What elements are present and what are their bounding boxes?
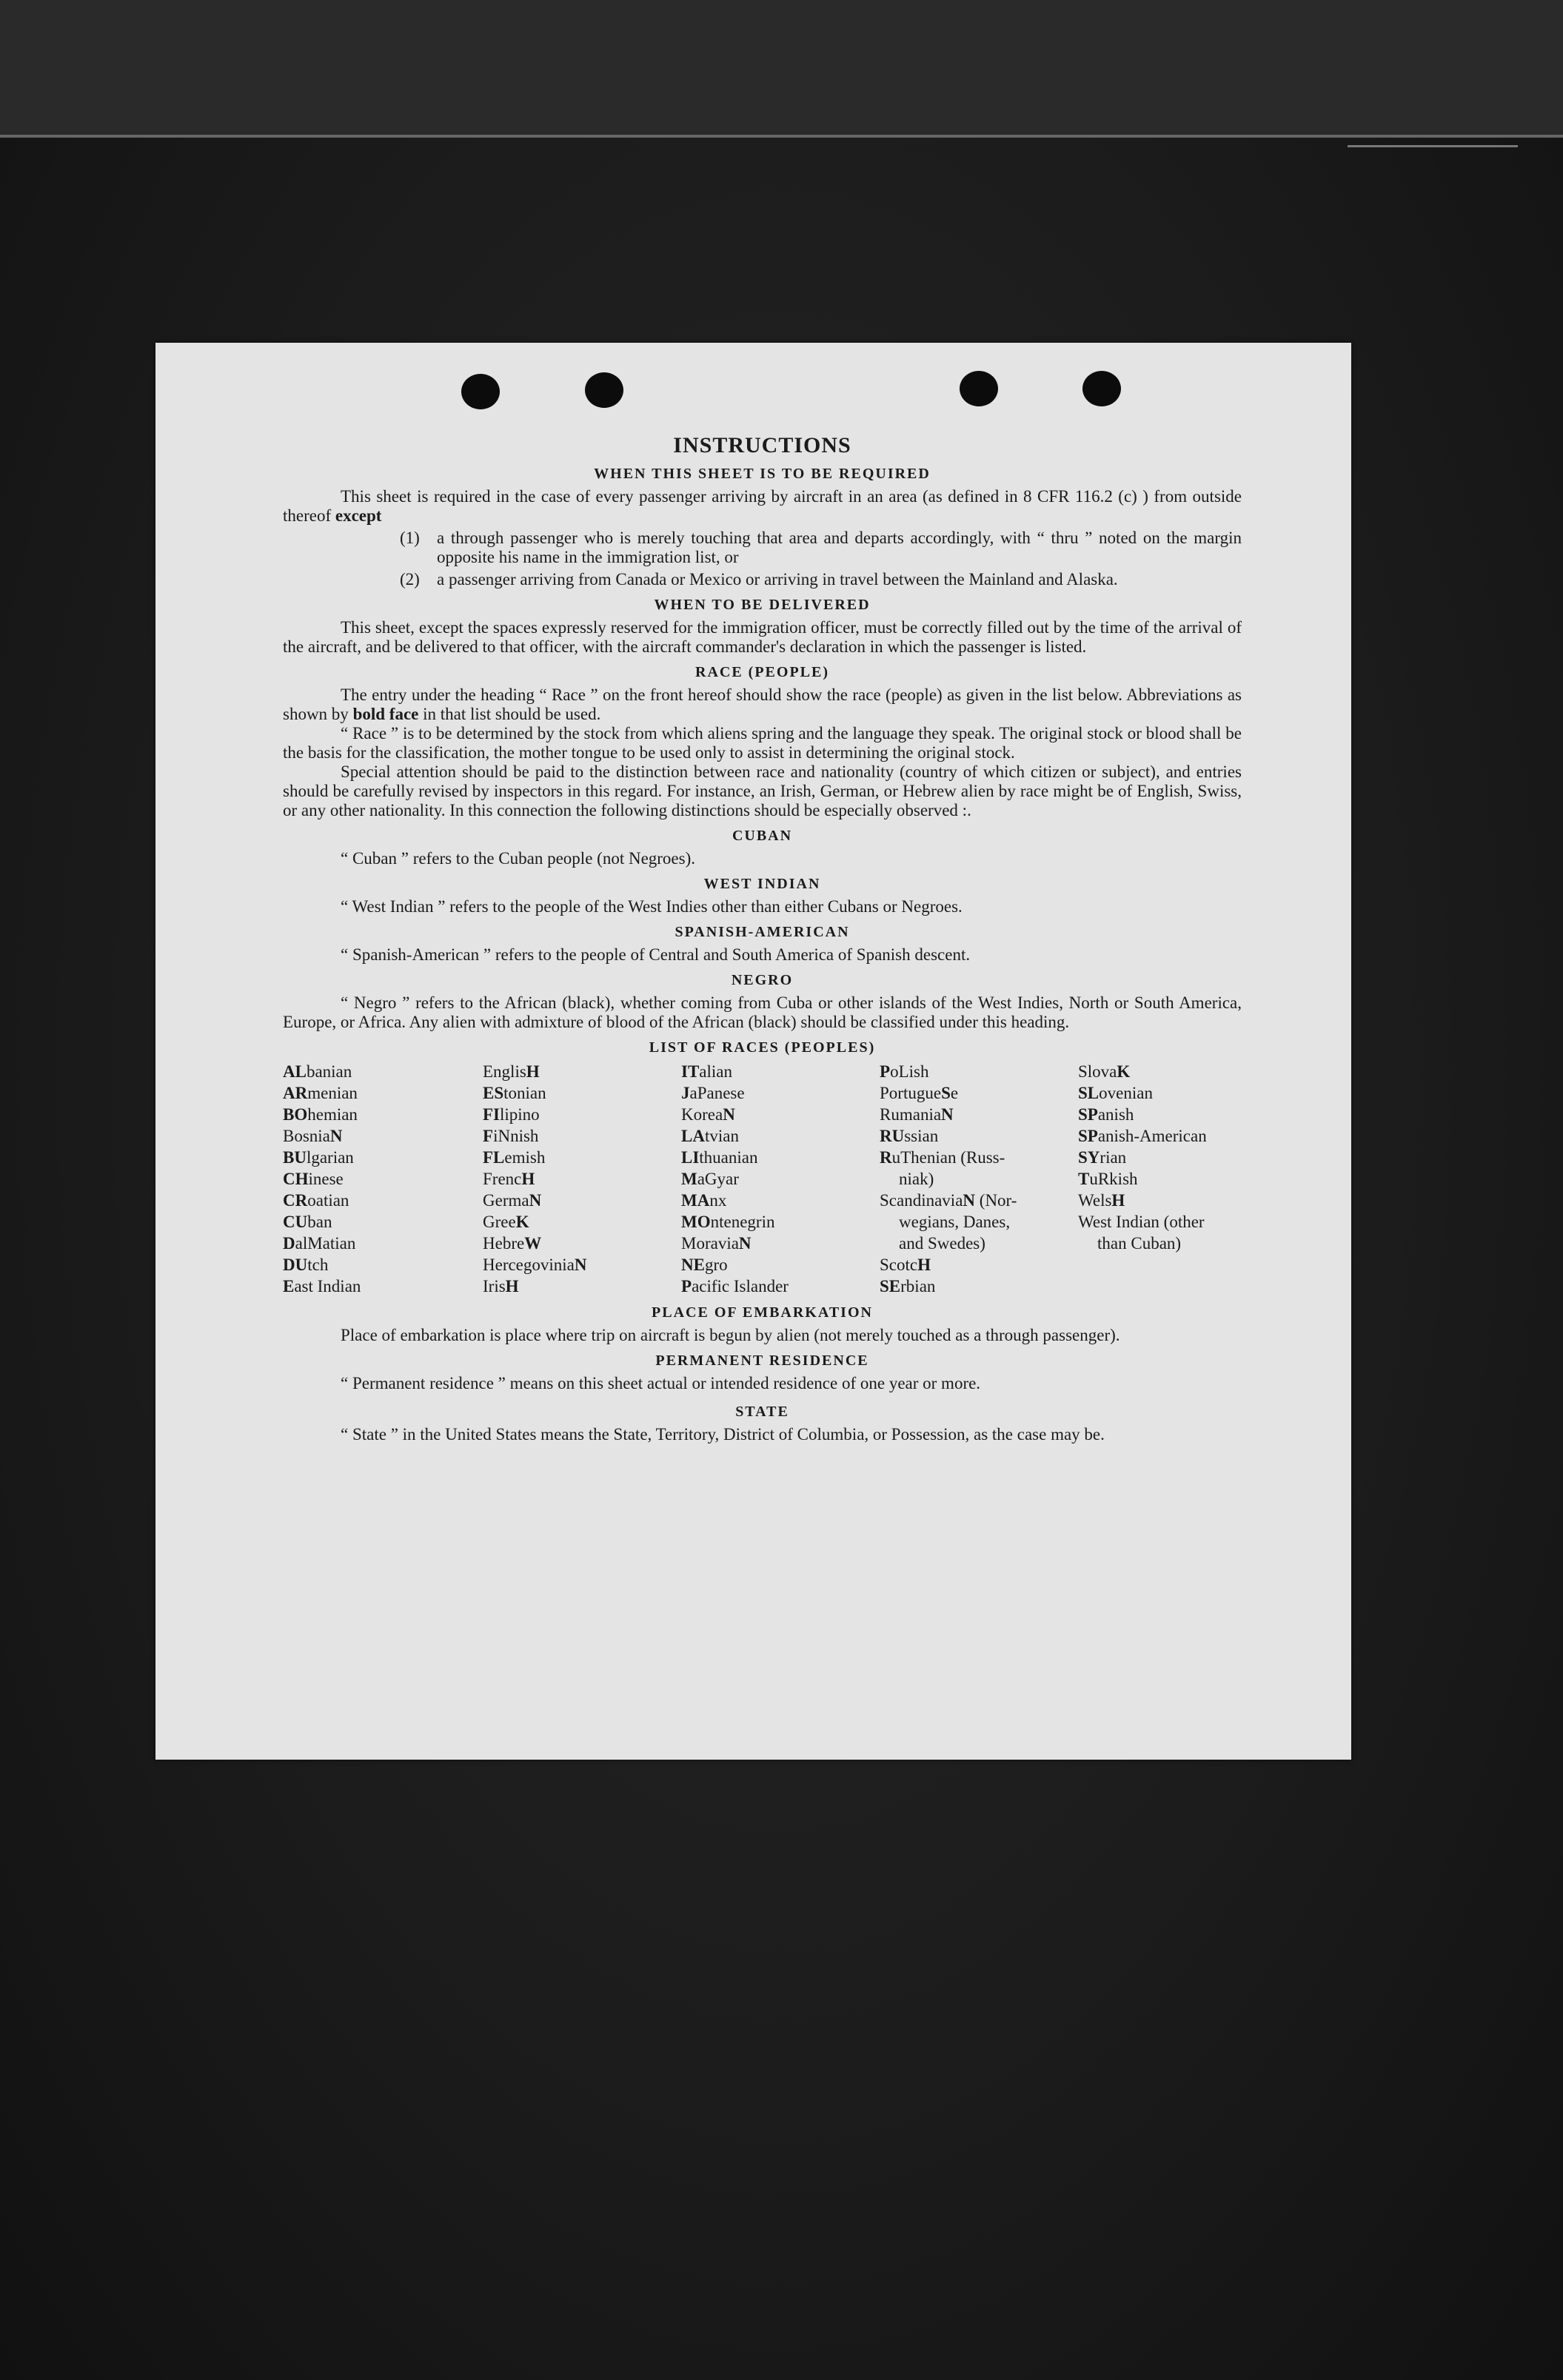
instructions-body — [283, 433, 1242, 1444]
race-entry: FIlipino — [483, 1105, 540, 1124]
race-entry: MaGyar — [681, 1170, 739, 1188]
race-entry: JaPanese — [681, 1084, 745, 1102]
race-entry: SPanish — [1078, 1105, 1134, 1124]
race-entry: SPanish-American — [1078, 1127, 1207, 1145]
race-entry: DUtch — [283, 1256, 329, 1274]
race-entry: RuThenian (Russ- — [880, 1148, 1005, 1167]
race-entry: and Swedes) — [899, 1234, 985, 1253]
race-entry: SYrian — [1078, 1148, 1127, 1167]
spanish-american-text: “ Spanish-American ” refers to the people of Central and South America of Spanish descent. — [341, 945, 971, 964]
race-entry: EStonian — [483, 1084, 546, 1102]
section-heading-residence: PERMANENT RESIDENCE — [655, 1352, 869, 1369]
race-entry: GermaN — [483, 1191, 542, 1210]
state-text: “ State ” in the United States means the State, Territory, District of Columbia, or Possession, as the case may be. — [341, 1425, 1105, 1444]
race-entry: HebreW — [483, 1234, 542, 1253]
race-entry: PoLish — [880, 1062, 929, 1081]
punch-hole-2 — [585, 372, 623, 408]
race-entry: than Cuban) — [1097, 1234, 1182, 1253]
race-entry: GreeK — [483, 1213, 529, 1231]
section-heading-race: RACE (PEOPLE) — [695, 664, 829, 680]
race-entry: MAnx — [681, 1191, 727, 1210]
race-column — [880, 1061, 1078, 1297]
race-entry: ALbanian — [283, 1062, 352, 1081]
race-entry: ScotcH — [880, 1256, 931, 1274]
race-entry: West Indian (other — [1078, 1213, 1205, 1231]
underlying-page-band — [0, 0, 1563, 137]
list-of-races — [283, 1061, 1242, 1297]
race-column — [681, 1061, 880, 1297]
race-entry: NEgro — [681, 1256, 728, 1274]
race-entry: RumaniaN — [880, 1105, 954, 1124]
page-edge-line-right — [1348, 145, 1518, 147]
race-entry: BUlgarian — [283, 1148, 354, 1167]
race-column — [483, 1061, 681, 1297]
race-entry: EnglisH — [483, 1062, 540, 1081]
punch-hole-1 — [461, 374, 500, 409]
race-entry: DalMatian — [283, 1234, 356, 1253]
race-entry: BOhemian — [283, 1105, 358, 1124]
race-entry: PortugueSe — [880, 1084, 959, 1102]
race-paragraph-3: Special attention should be paid to the distinction between race and nationality (country of which citizen or subject), and entries should be carefully revised by inspectors in this regard. For instance, an Irish, German, or Hebrew alien by race might be of English, Swiss, or any other nationality. In this connection the following distinctions should be especially observed :. — [283, 762, 1242, 819]
negro-text: “ Negro ” refers to the African (black), whether coming from Cuba or other islands of the West Indies, North or South America, Europe, or Africa. Any alien with admixture of blood of the African (black) should be classified under this heading. — [283, 993, 1242, 1031]
instruction-sheet — [155, 343, 1351, 1760]
race-entry: MOntenegrin — [681, 1213, 775, 1231]
race-entry: SLovenian — [1078, 1084, 1153, 1102]
when-required-intro: This sheet is required in the case of every passenger arriving by aircraft in an area (as defined in 8 CFR 116.2 (c) ) from outside thereof except — [283, 487, 1242, 525]
race-entry: East Indian — [283, 1277, 361, 1295]
cuban-text: “ Cuban ” refers to the Cuban people (not Negroes). — [341, 849, 696, 868]
race-entry: LAtvian — [681, 1127, 739, 1145]
section-heading-cuban: CUBAN — [732, 828, 793, 844]
west-indian-text: “ West Indian ” refers to the people of the West Indies other than either Cubans or Negroes. — [341, 897, 963, 916]
race-entry: wegians, Danes, — [899, 1213, 1011, 1231]
race-entry: BosniaN — [283, 1127, 343, 1145]
section-heading-embarkation: PLACE OF EMBARKATION — [652, 1304, 873, 1321]
race-entry: IrisH — [483, 1277, 519, 1295]
section-heading-when-delivered: WHEN TO BE DELIVERED — [654, 597, 871, 613]
exception-item-1: (1) a through passenger who is merely touching that area and departs accordingly, with “ thru ” noted on the margin opposite his name in the immigration list, or — [400, 529, 1242, 566]
race-entry: CHinese — [283, 1170, 344, 1188]
race-entry: SlovaK — [1078, 1062, 1131, 1081]
race-entry: CRoatian — [283, 1191, 349, 1210]
page-title: INSTRUCTIONS — [673, 433, 851, 457]
race-entry: FrencH — [483, 1170, 535, 1188]
race-entry: LIthuanian — [681, 1148, 758, 1167]
race-entry: ScandinaviaN (Nor- — [880, 1191, 1017, 1210]
race-entry: MoraviaN — [681, 1234, 752, 1253]
section-heading-negro: NEGRO — [731, 972, 794, 988]
race-entry: SErbian — [880, 1277, 936, 1295]
race-entry: ARmenian — [283, 1084, 358, 1102]
race-entry: Pacific Islander — [681, 1277, 789, 1295]
race-column — [283, 1061, 483, 1297]
page-edge-line — [0, 135, 1563, 138]
punch-hole-3 — [960, 371, 998, 406]
race-column — [1078, 1061, 1256, 1297]
residence-text: “ Permanent residence ” means on this sheet actual or intended residence of one year or more. — [341, 1374, 981, 1392]
section-heading-west-indian: WEST INDIAN — [703, 876, 821, 892]
race-entry: TuRkish — [1078, 1170, 1138, 1188]
when-delivered-text: This sheet, except the spaces expressly reserved for the immigration officer, must be correctly filled out by the time of the arrival of the aircraft, and be delivered to that officer, with the aircraft commander's declaration in which the passenger is listed. — [283, 618, 1242, 656]
exception-item-2: (2) a passenger arriving from Canada or Mexico or arriving in travel between the Mainland and Alaska. — [400, 570, 1118, 589]
race-entry: RUssian — [880, 1127, 939, 1145]
race-entry: FiNnish — [483, 1127, 539, 1145]
punch-hole-4 — [1082, 371, 1121, 406]
race-entry: CUban — [283, 1213, 332, 1231]
race-paragraph-1: The entry under the heading “ Race ” on the front hereof should show the race (people) as given in the list below. Abbreviations as shown by bold face in that list should be used. — [283, 685, 1242, 723]
section-heading-when-required: WHEN THIS SHEET IS TO BE REQUIRED — [594, 466, 931, 482]
race-entry: niak) — [899, 1170, 934, 1188]
race-entry: HercegoviniaN — [483, 1256, 587, 1274]
race-entry: KoreaN — [681, 1105, 735, 1124]
race-entry: ITalian — [681, 1062, 732, 1081]
embarkation-text: Place of embarkation is place where trip on aircraft is begun by alien (not merely touched as a through passenger). — [341, 1326, 1120, 1344]
section-heading-list-of-races: LIST OF RACES (PEOPLES) — [649, 1039, 876, 1056]
section-heading-state: STATE — [735, 1404, 789, 1420]
race-entry: WelsH — [1078, 1191, 1125, 1210]
section-heading-spanish-american: SPANISH-AMERICAN — [675, 924, 850, 940]
race-paragraph-2: “ Race ” is to be determined by the stock from which aliens spring and the language they speak. The original stock or blood shall be the basis for the classification, the mother tongue to be used only to assist in determining the original stock. — [283, 724, 1242, 762]
race-entry: FLemish — [483, 1148, 546, 1167]
